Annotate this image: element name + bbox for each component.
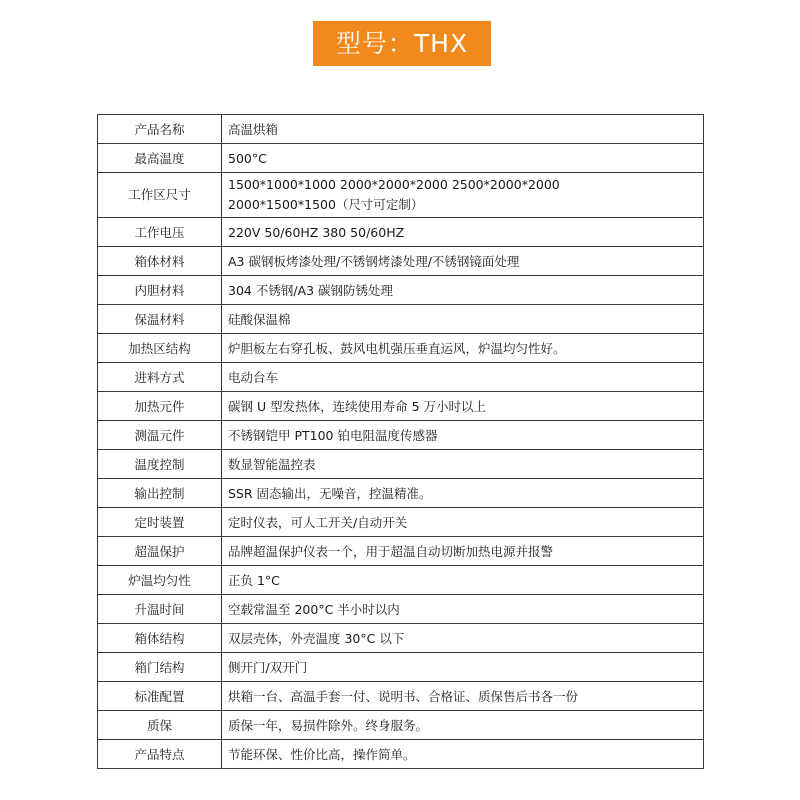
row-value: 质保一年，易损件除外。终身服务。: [222, 711, 704, 740]
row-label: 质保: [98, 711, 222, 740]
row-label: 炉温均匀性: [98, 566, 222, 595]
row-value: 双层壳体，外壳温度 30°C 以下: [222, 624, 704, 653]
table-row: [98, 218, 704, 247]
row-label: 标准配置: [98, 682, 222, 711]
row-label: 测温元件: [98, 421, 222, 450]
row-label: 超温保护: [98, 537, 222, 566]
table-row: [98, 173, 704, 218]
row-label: 工作区尺寸: [98, 173, 222, 218]
row-value: 空载常温至 200°C 半小时以内: [222, 595, 704, 624]
table-row: [98, 305, 704, 334]
row-value: 硅酸保温棉: [222, 305, 704, 334]
table-row: [98, 392, 704, 421]
row-label: 加热元件: [98, 392, 222, 421]
row-label: 升温时间: [98, 595, 222, 624]
table-row: [98, 276, 704, 305]
row-label: 箱体材料: [98, 247, 222, 276]
row-label: 产品特点: [98, 740, 222, 769]
table-row: [98, 711, 704, 740]
row-value: 电动台车: [222, 363, 704, 392]
row-value: 220V 50/60HZ 380 50/60HZ: [222, 218, 704, 247]
row-value: 高温烘箱: [222, 115, 704, 144]
row-value: [222, 173, 704, 218]
table-row: [98, 740, 704, 769]
table-row: [98, 421, 704, 450]
table-row: [98, 144, 704, 173]
row-label: 箱门结构: [98, 653, 222, 682]
row-label: 温度控制: [98, 450, 222, 479]
row-value: 碳钢 U 型发热体，连续使用寿命 5 万小时以上: [222, 392, 704, 421]
table-row: [98, 479, 704, 508]
row-label: 定时装置: [98, 508, 222, 537]
row-label: 输出控制: [98, 479, 222, 508]
table-row: [98, 508, 704, 537]
row-value: 不锈钢铠甲 PT100 铂电阻温度传感器: [222, 421, 704, 450]
row-value: 数显智能温控表: [222, 450, 704, 479]
row-value: 定时仪表，可人工开关/自动开关: [222, 508, 704, 537]
table-row: [98, 334, 704, 363]
spec-table: [97, 114, 704, 769]
row-value: SSR 固态输出，无噪音，控温精准。: [222, 479, 704, 508]
row-label: 内胆材料: [98, 276, 222, 305]
row-value: 侧开门/双开门: [222, 653, 704, 682]
row-label: 箱体结构: [98, 624, 222, 653]
row-value: 品牌超温保护仪表一个，用于超温自动切断加热电源并报警: [222, 537, 704, 566]
row-value: 500°C: [222, 144, 704, 173]
row-label: 进料方式: [98, 363, 222, 392]
row-label: 产品名称: [98, 115, 222, 144]
table-row: [98, 363, 704, 392]
table-row: [98, 653, 704, 682]
row-value-line: 2000*1500*1500（尺寸可定制）: [228, 197, 424, 212]
row-label: 最高温度: [98, 144, 222, 173]
row-label: 加热区结构: [98, 334, 222, 363]
table-row: [98, 682, 704, 711]
row-value: 304 不锈钢/A3 碳钢防锈处理: [222, 276, 704, 305]
table-row: [98, 450, 704, 479]
table-row: [98, 247, 704, 276]
row-value-line: 1500*1000*1000 2000*2000*2000 2500*2000*2000: [228, 177, 560, 192]
table-row: [98, 115, 704, 144]
model-title-banner: 型号：THX: [313, 21, 491, 66]
row-value: A3 碳钢板烤漆处理/不锈钢烤漆处理/不锈钢镜面处理: [222, 247, 704, 276]
table-row: [98, 624, 704, 653]
row-label: 工作电压: [98, 218, 222, 247]
row-label: 保温材料: [98, 305, 222, 334]
row-value: 炉胆板左右穿孔板、鼓风电机强压垂直运风，炉温均匀性好。: [222, 334, 704, 363]
table-row: [98, 537, 704, 566]
table-row: [98, 595, 704, 624]
row-value: 烘箱一台、高温手套一付、说明书、合格证、质保售后书各一份: [222, 682, 704, 711]
table-row: [98, 566, 704, 595]
row-value: 节能环保、性价比高，操作简单。: [222, 740, 704, 769]
row-value: 正负 1°C: [222, 566, 704, 595]
